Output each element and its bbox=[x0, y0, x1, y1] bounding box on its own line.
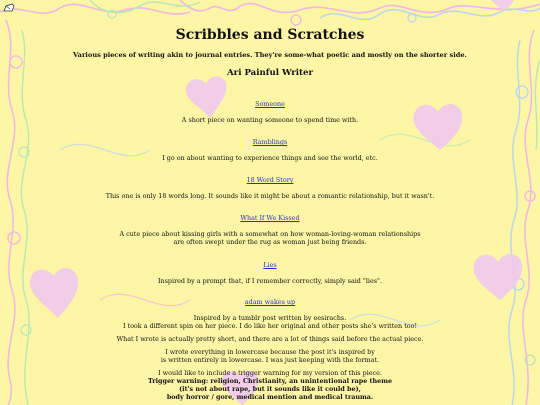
swirl-decoration bbox=[180, 0, 540, 13]
entry-description-line: is written entirely in lowercase. I was just keeping with the format. bbox=[160, 356, 380, 364]
entry-description-line: I wrote everything in lowercase because the post it's inspired by bbox=[165, 348, 375, 356]
entry-description-line: I took a different spin on her piece. I do like her original and other posts she's written too! bbox=[122, 322, 418, 330]
entry-description-line: I would like to include a trigger warning for my version of this piece. bbox=[158, 369, 382, 377]
entry-description bbox=[0, 314, 540, 401]
entry-description bbox=[0, 154, 540, 162]
entry-description-line: This one is only 18 words long. It sounds like it might be about a romantic relationship, but it wasn't. bbox=[105, 192, 435, 200]
entry-link-18-word-story[interactable]: 18 Word Story bbox=[246, 176, 294, 184]
entry-description-line: Inspired by a prompt that, if I remember correctly, simply said "lies". bbox=[158, 277, 382, 285]
author-name: Ari Painful Writer bbox=[227, 68, 313, 78]
trigger-warning-line bbox=[0, 377, 540, 385]
trigger-warning-line bbox=[0, 385, 540, 393]
entry-description bbox=[0, 277, 540, 285]
trigger-warning-text: Trigger warning: religion, Christianity, an unintentional rape theme bbox=[147, 377, 393, 385]
entry-description-line: What I wrote is actually pretty short, and there are a lot of things said before the actual piece. bbox=[116, 335, 424, 343]
entry-description-line: A short piece on wanting someone to spend time with. bbox=[181, 116, 359, 124]
entry-description bbox=[0, 116, 540, 124]
trigger-warning-line bbox=[0, 393, 540, 401]
entry-description-line: Inspired by a tumblr post written by eesirachs. bbox=[193, 314, 347, 322]
page-title: Scribbles and Scratches bbox=[175, 27, 365, 43]
swirl-decoration bbox=[90, 0, 200, 13]
swirl-decoration bbox=[516, 86, 528, 98]
entry-description-line: I go on about wanting to experience things and see the world, etc. bbox=[162, 154, 378, 162]
entry-link-ramblings[interactable]: Ramblings bbox=[252, 138, 288, 146]
heart-decoration bbox=[186, 77, 226, 119]
entry-description-line: A cute piece about kissing girls with a somewhat on how woman-loving-woman relationships bbox=[119, 230, 421, 238]
entry-link-someone[interactable]: Someone bbox=[255, 100, 285, 108]
trigger-warning-text: body horror / gore, medical mention and medical trauma. bbox=[166, 393, 374, 401]
entry-description-line: are often swept under the rug as woman just being friends. bbox=[173, 238, 367, 246]
entry-link-lies[interactable]: Lies bbox=[263, 261, 277, 269]
entry-description bbox=[0, 192, 540, 200]
swirl-decoration bbox=[291, 15, 301, 25]
swirl-decoration bbox=[408, 14, 416, 22]
entry-link-what-if-we-kissed[interactable]: What If We Kissed bbox=[240, 214, 300, 222]
entry-link-adam-wakes-up[interactable]: adam wakes up bbox=[244, 298, 296, 306]
trigger-warning-text: (it's not about rape, but it sounds like it could be), bbox=[179, 385, 361, 393]
entry-description bbox=[0, 230, 540, 246]
pen-icon bbox=[3, 3, 15, 13]
heart-decoration bbox=[30, 268, 78, 318]
swirl-decoration bbox=[320, 8, 540, 19]
page-subtitle: Various pieces of writing akin to journal entries. They're some-what poetic and mostly on the shorter side. bbox=[73, 51, 467, 59]
